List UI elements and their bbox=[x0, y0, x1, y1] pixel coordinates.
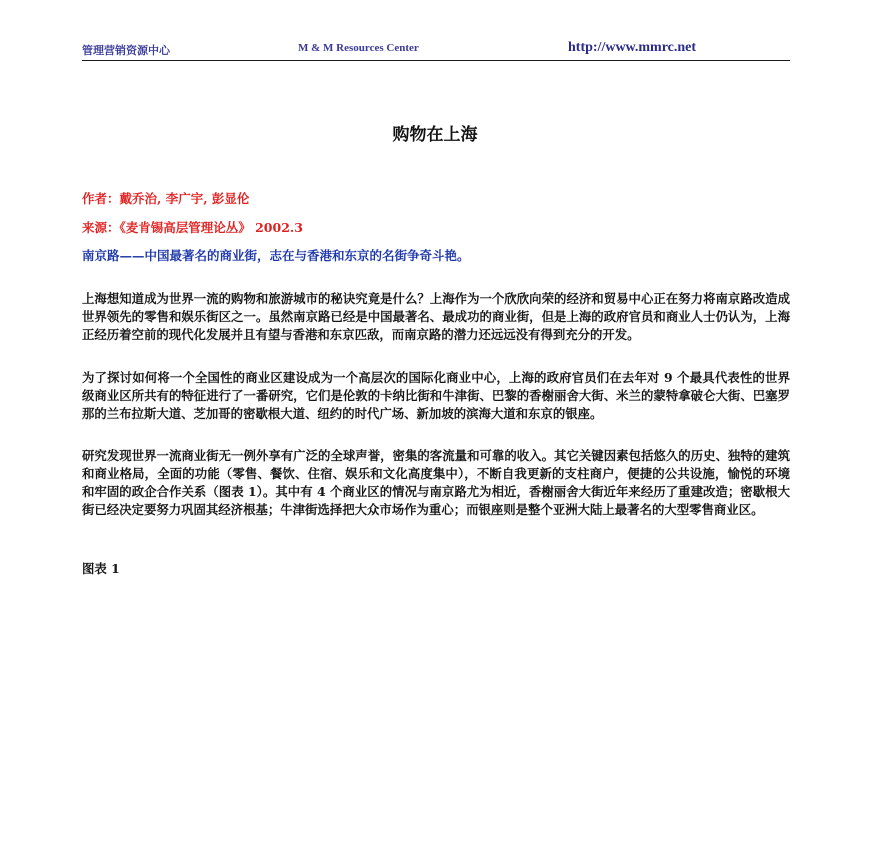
body-paragraph-2: 为了探讨如何将一个全国性的商业区建设成为一个高层次的国际化商业中心，上海的政府官员们在去年对 9 个最具代表性的世界级商业区所共有的特征进行了一番研究，它们是伦敦的卡纳比街和牛津街、巴黎的香榭丽舍大街、米兰的蒙特拿破仑大街、巴塞罗那的兰布拉斯大道、芝加哥的密歇根大道、纽约的时代广场、新加坡的滨海大道和东京的银座。 bbox=[82, 370, 790, 421]
page-title: 购物在上海 bbox=[392, 125, 478, 145]
figure-label: 图表 1 bbox=[82, 561, 120, 576]
article-subtitle: 南京路——中国最著名的商业街，志在与香港和东京的名街争奇斗艳。 bbox=[82, 248, 470, 263]
header-url-link[interactable]: http://www.mmrc.net bbox=[568, 40, 697, 55]
body-paragraph-1: 上海想知道成为世界一流的购物和旅游城市的秘诀究竟是什么？上海作为一个欣欣向荣的经济和贸易中心正在努力将南京路改造成世界领先的零售和娱乐街区之一。虽然南京路已经是中国最著名、最成功的商业街，但是上海的政府官员和商业人士仍认为，上海正经历着空前的现代化发展并且有望与香港和东京匹敌，而南京路的潜力还远远没有得到充分的开发。 bbox=[82, 291, 790, 342]
header-center-name: M & M Resources Center bbox=[298, 42, 419, 54]
source-line: 来源：《麦肯锡高层管理论丛》 2002.3 bbox=[82, 220, 303, 235]
body-paragraph-3: 研究发现世界一流商业街无一例外享有广泛的全球声誉，密集的客流量和可靠的收入。其它关键因素包括悠久的历史、独特的建筑和商业格局，全面的功能（零售、餐饮、住宿、娱乐和文化高度集中），不断自我更新的支柱商户，便捷的公共设施，愉悦的环境和牢固的政企合作关系（图表 1）。其中有 4 个商业区的情况与南京路尤为相近，香榭丽舍大街近年来经历了重建改造；密歇根大街已经决定要努力巩固其经济根基；牛津街选择把大众市场作为重心；而银座则是整个亚洲大陆上最著名的大型零售商业区。 bbox=[82, 448, 790, 517]
page-header bbox=[82, 42, 790, 61]
header-org-name: 管理营销资源中心 bbox=[82, 44, 170, 57]
authors-line: 作者：戴乔治, 李广宇, 彭显伦 bbox=[82, 191, 250, 206]
